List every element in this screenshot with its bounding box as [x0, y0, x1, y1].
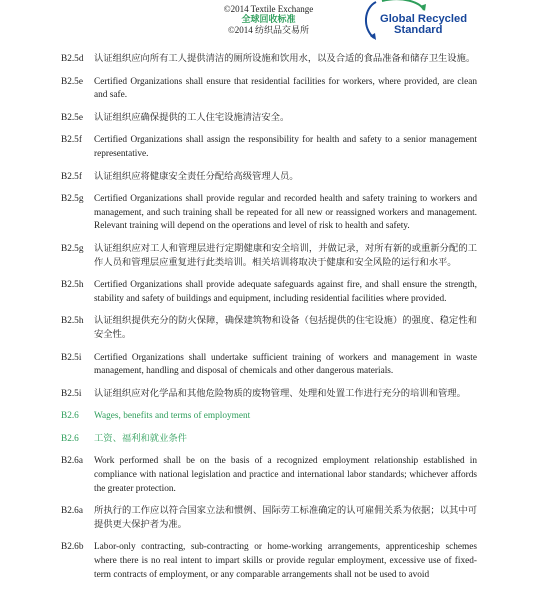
header-copyright-cn: ©2014 纺织品交易所	[227, 25, 310, 35]
clause-paragraph	[61, 315, 477, 342]
clause-code: B2.5g	[61, 243, 84, 254]
logo-line-2: Standard	[394, 23, 443, 36]
clause-text: Labor-only contracting, sub-contracting or home-working arrangements, apprenticeship schemes where there is no real intent to impart skills or provide regular employment, excessive use of fixed-term contracts of employment, or any comparable arrangements shall not be used to avoid	[94, 542, 477, 580]
header-copyright-en: ©2014 Textile Exchange	[223, 4, 314, 14]
clause-code: B2.5h	[61, 316, 84, 327]
clause-paragraph	[61, 76, 477, 103]
section-heading	[61, 410, 477, 424]
clause-code: B2.6	[61, 433, 79, 444]
section-heading	[61, 433, 477, 447]
clause-code: B2.5e	[61, 76, 83, 87]
clause-text: 认证组织应向所有工人提供清洁的厕所设施和饮用水，以及合适的食品准备和储存卫生设施。	[94, 54, 476, 64]
clause-paragraph	[61, 505, 477, 532]
header-title-cn: 全球回收标准	[241, 14, 296, 24]
grs-logo	[362, 0, 472, 42]
clause-text: Certified Organizations shall provide regular and recorded health and safety training to workers and management, and such training shall be repeated for all new or reassigned workers and management. Relevant training will depend on the operations and level of risk to health and safety.	[94, 194, 477, 232]
clause-text: Wages, benefits and terms of employment	[94, 411, 251, 422]
clause-code: B2.6b	[61, 542, 84, 553]
clause-text: Work performed shall be on the basis of a recognized employment relationship established in compliance with national legislation and practice and international labor standards; whichever affords the greater protection.	[94, 456, 477, 494]
clause-code: B2.5f	[61, 171, 82, 182]
clause-text: 认证组织应将健康安全责任分配给高级管理人员。	[94, 171, 299, 182]
clause-text: Certified Organizations shall undertake sufficient training of workers and management in waste management, handling and disposal of chemicals and other dangerous materials.	[94, 352, 477, 377]
clause-code: B2.6a	[61, 506, 83, 517]
clause-text: 认证组织应确保提供的工人住宅设施清洁安全。	[94, 112, 290, 123]
clause-paragraph	[61, 279, 477, 306]
clause-text: 认证组织应对工人和管理层进行定期健康和安全培训，并做记录，对所有新的或重新分配的工作人员和管理层应重复进行此类培训。相关培训将取决于健康和安全风险的运行和水平。	[94, 243, 477, 268]
clause-paragraph	[61, 243, 477, 270]
clause-paragraph	[61, 352, 477, 379]
clause-paragraph	[61, 112, 477, 126]
clause-code: B2.5e	[61, 112, 83, 123]
clause-text: 工资、福利和就业条件	[94, 433, 187, 444]
clause-paragraph	[61, 541, 477, 582]
clause-code: B2.6a	[61, 456, 83, 467]
page-header	[0, 0, 537, 44]
logo-line-1: Global Recycled	[380, 13, 468, 25]
clause-code: B2.5i	[61, 388, 82, 399]
clause-code: B2.6	[61, 411, 79, 422]
clause-paragraph	[61, 193, 477, 234]
clause-code: B2.5f	[61, 135, 82, 146]
document-body	[61, 53, 477, 591]
clause-paragraph	[61, 53, 477, 67]
clause-text: 认证组织提供充分的防火保障，确保建筑物和设备（包括提供的住宅设施）的强度、稳定性和安全性。	[94, 316, 477, 340]
clause-text: Certified Organizations shall ensure that residential facilities for workers, where provided, are clean and safe.	[94, 76, 477, 101]
clause-text: Certified Organizations shall assign the responsibility for health and safety to a senior management representative.	[94, 135, 477, 159]
clause-paragraph	[61, 134, 477, 161]
clause-text: 认证组织应对化学品和其他危险物质的废物管理、处理和处置工作进行充分的培训和管理。	[94, 388, 466, 399]
clause-text: Certified Organizations shall provide adequate safeguards against fire, and shall ensure the strength, stability and safety of buildings and equipment, including residential facilities where provided.	[94, 280, 477, 304]
clause-paragraph	[61, 388, 477, 402]
clause-paragraph	[61, 171, 477, 185]
clause-code: B2.5h	[61, 280, 84, 291]
clause-code: B2.5d	[61, 54, 84, 64]
logo-wordmark	[380, 14, 467, 35]
clause-code: B2.5g	[61, 194, 84, 205]
clause-text: 所执行的工作应以符合国家立法和惯例、国际劳工标准确定的认可雇佣关系为依据；以其中可提供更大保护者为准。	[94, 506, 477, 530]
clause-code: B2.5i	[61, 352, 82, 363]
clause-paragraph	[61, 455, 477, 496]
